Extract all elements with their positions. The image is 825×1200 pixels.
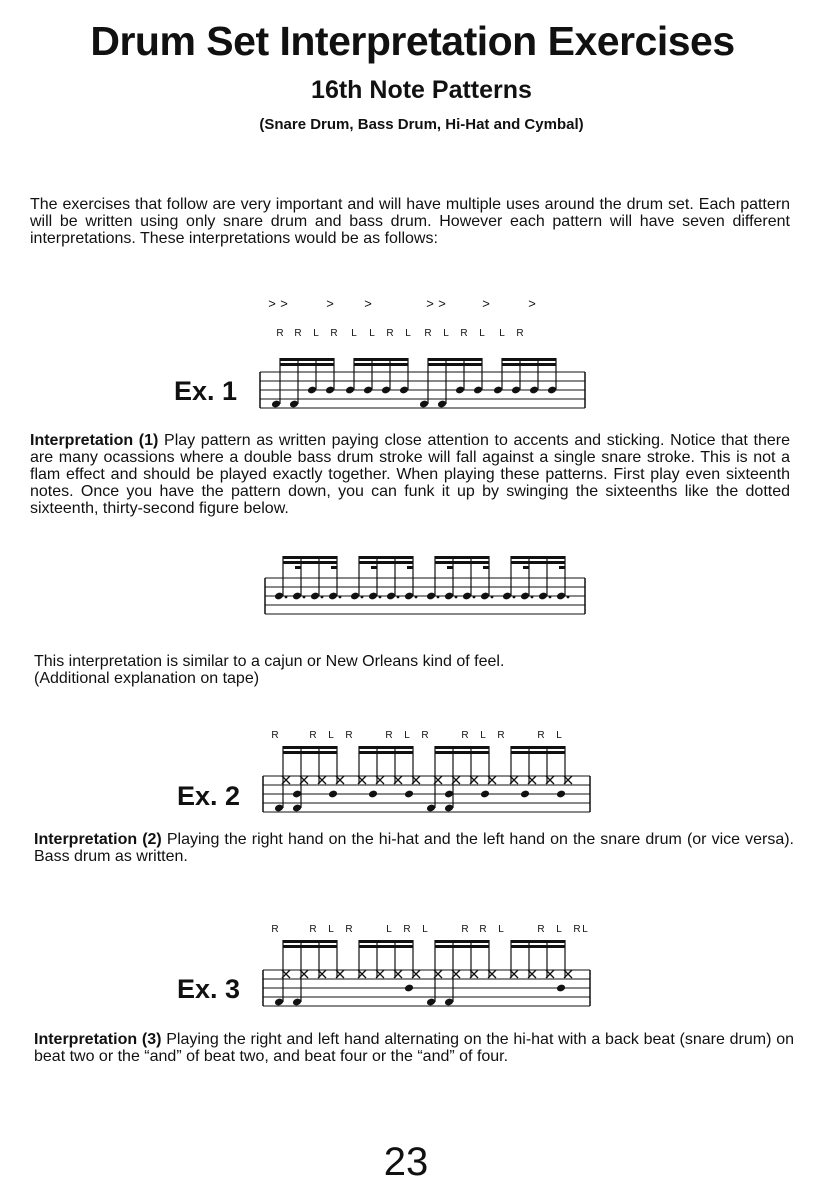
beam [435,945,489,948]
dot [379,596,382,599]
dot [567,596,570,599]
sticking-letter: R [403,924,411,935]
beam [428,363,482,366]
beam-partial [559,566,565,569]
beam [283,561,337,564]
beam-partial [371,566,377,569]
dot [321,596,324,599]
sticking-letter: L [499,328,505,339]
interpretation-3-paragraph [34,1031,794,1065]
accent-mark: > [528,296,536,311]
sticking-letter: R [424,328,432,339]
intro-paragraph: The exercises that follow are very important and will have multiple uses around the drum set. Each pattern will be written using only snare drum and bass drum. However each pattern will have seven different interpretations. These interpretations would be as follows: [30,196,790,247]
beam [359,556,413,559]
snare-drum-note [328,790,338,799]
dot [473,596,476,599]
interpretation-2-paragraph [34,831,794,865]
beam [359,751,413,754]
exercise-2-staff [255,724,600,824]
dot [339,596,342,599]
exercise-3-label: Ex. 3 [177,974,241,1004]
page-title: Drum Set Interpretation Exercises [90,18,735,64]
beam [502,363,556,366]
exercise-2-label: Ex. 2 [177,781,241,811]
beam [280,363,334,366]
sticking-letter: R [573,924,581,935]
accent-mark: > [326,296,334,311]
sticking-letter: L [313,328,319,339]
beam [283,751,337,754]
sticking-letter: R [460,328,468,339]
sticking-letter: R [537,730,545,741]
sticking-letter: R [421,730,429,741]
sticking-letter: L [498,924,504,935]
exercise-1-staff [250,290,600,420]
sticking-letter: R [461,924,469,935]
tape-note: (Additional explanation on tape) [34,670,260,687]
sticking-letter: L [328,730,334,741]
swing-figure-staff [255,548,595,628]
beam [283,940,337,943]
sticking-letter: L [404,730,410,741]
dot [437,596,440,599]
dot [549,596,552,599]
sticking-letter: R [479,924,487,935]
snare-drum-note [520,790,530,799]
sticking-letter: L [386,924,392,935]
sticking-letter: R [385,730,393,741]
beam-partial [483,566,489,569]
interpretation-2-text: Playing the right hand on the hi-hat and the left hand on the snare drum (or vice versa). Bass drum as written. [34,831,795,865]
sticking-letter: R [461,730,469,741]
beam [283,746,337,749]
beam [511,561,565,564]
sticking-letter: L [369,328,375,339]
snare-drum-note [404,790,414,799]
cajun-note: This interpretation is similar to a cajun or New Orleans kind of feel. [34,653,505,670]
beam [511,940,565,943]
dot [303,596,306,599]
sticking-letter: L [328,924,334,935]
beam [435,561,489,564]
beam [280,358,334,361]
beam [435,751,489,754]
beam [359,746,413,749]
sticking-letter: L [422,924,428,935]
beam-partial [523,566,529,569]
sticking-letter: R [271,730,279,741]
beam [511,945,565,948]
page-subtitle: 16th Note Patterns [311,76,532,104]
beam [511,746,565,749]
sticking-letter: R [309,924,317,935]
accent-mark: > [268,296,276,311]
accent-mark: > [482,296,490,311]
beam [354,358,408,361]
sticking-letter: R [386,328,394,339]
sticking-letter: R [271,924,279,935]
beam [435,940,489,943]
interpretation-3-label: Interpretation (3) [34,1031,162,1048]
sticking-letter: L [556,924,562,935]
snare-drum-note [368,790,378,799]
dot [531,596,534,599]
sticking-letter: R [309,730,317,741]
exercise-3-staff [255,918,600,1018]
beam [435,746,489,749]
sticking-letter: L [479,328,485,339]
beam [283,556,337,559]
beam [283,945,337,948]
snare-drum-note [556,984,566,993]
sticking-letter: R [345,924,353,935]
beam [428,358,482,361]
sticking-letter: L [443,328,449,339]
accent-mark: > [280,296,288,311]
beam [359,561,413,564]
sticking-letter: R [276,328,284,339]
interpretation-3-text: Playing the right and left hand alternating on the hi-hat with a back beat (snare drum) on beat two or the “and” of beat two, and beat four or the “and” of four. [34,1031,795,1065]
snare-drum-note [556,790,566,799]
sticking-letter: R [497,730,505,741]
sticking-letter: R [294,328,302,339]
beam [354,363,408,366]
accent-mark: > [364,296,372,311]
sticking-letter: L [405,328,411,339]
dot [415,596,418,599]
beam-partial [331,566,337,569]
beam-partial [407,566,413,569]
interpretation-1-label: Interpretation (1) [30,432,159,449]
sticking-letter: R [345,730,353,741]
beam [511,556,565,559]
sticking-letter: R [516,328,524,339]
snare-drum-note [404,984,414,993]
beam-partial [447,566,453,569]
sticking-letter: L [556,730,562,741]
accent-mark: > [438,296,446,311]
beam [502,358,556,361]
instrument-list: (Snare Drum, Bass Drum, Hi-Hat and Cymbal) [259,116,584,133]
dot [491,596,494,599]
sticking-letter: L [351,328,357,339]
sticking-letter: R [330,328,338,339]
dot [513,596,516,599]
dot [397,596,400,599]
exercise-1-label: Ex. 1 [174,376,238,406]
dot [285,596,288,599]
interpretation-1-text: Play pattern as written paying close attention to accents and sticking. Notice that there are many ocassions where a double bass drum stroke will fall against a single snare stroke. This is not a flam effect and should be played exactly together. When playing these patterns. First play even sixteenth notes. Once you have the pattern down, you can funk it up by swinging the sixteenths like the dotted sixteenth, thirty-second figure below. [30,432,790,517]
beam-partial [295,566,301,569]
dot [455,596,458,599]
beam [359,945,413,948]
beam [435,556,489,559]
beam [359,940,413,943]
dot [361,596,364,599]
sticking-letter: L [480,730,486,741]
interpretation-2-label: Interpretation (2) [34,831,162,848]
accent-mark: > [426,296,434,311]
sticking-letter: L [582,924,588,935]
interpretation-1-paragraph [30,432,790,517]
beam [511,751,565,754]
page-number: 23 [383,1140,429,1184]
sticking-letter: R [537,924,545,935]
snare-drum-note [480,790,490,799]
